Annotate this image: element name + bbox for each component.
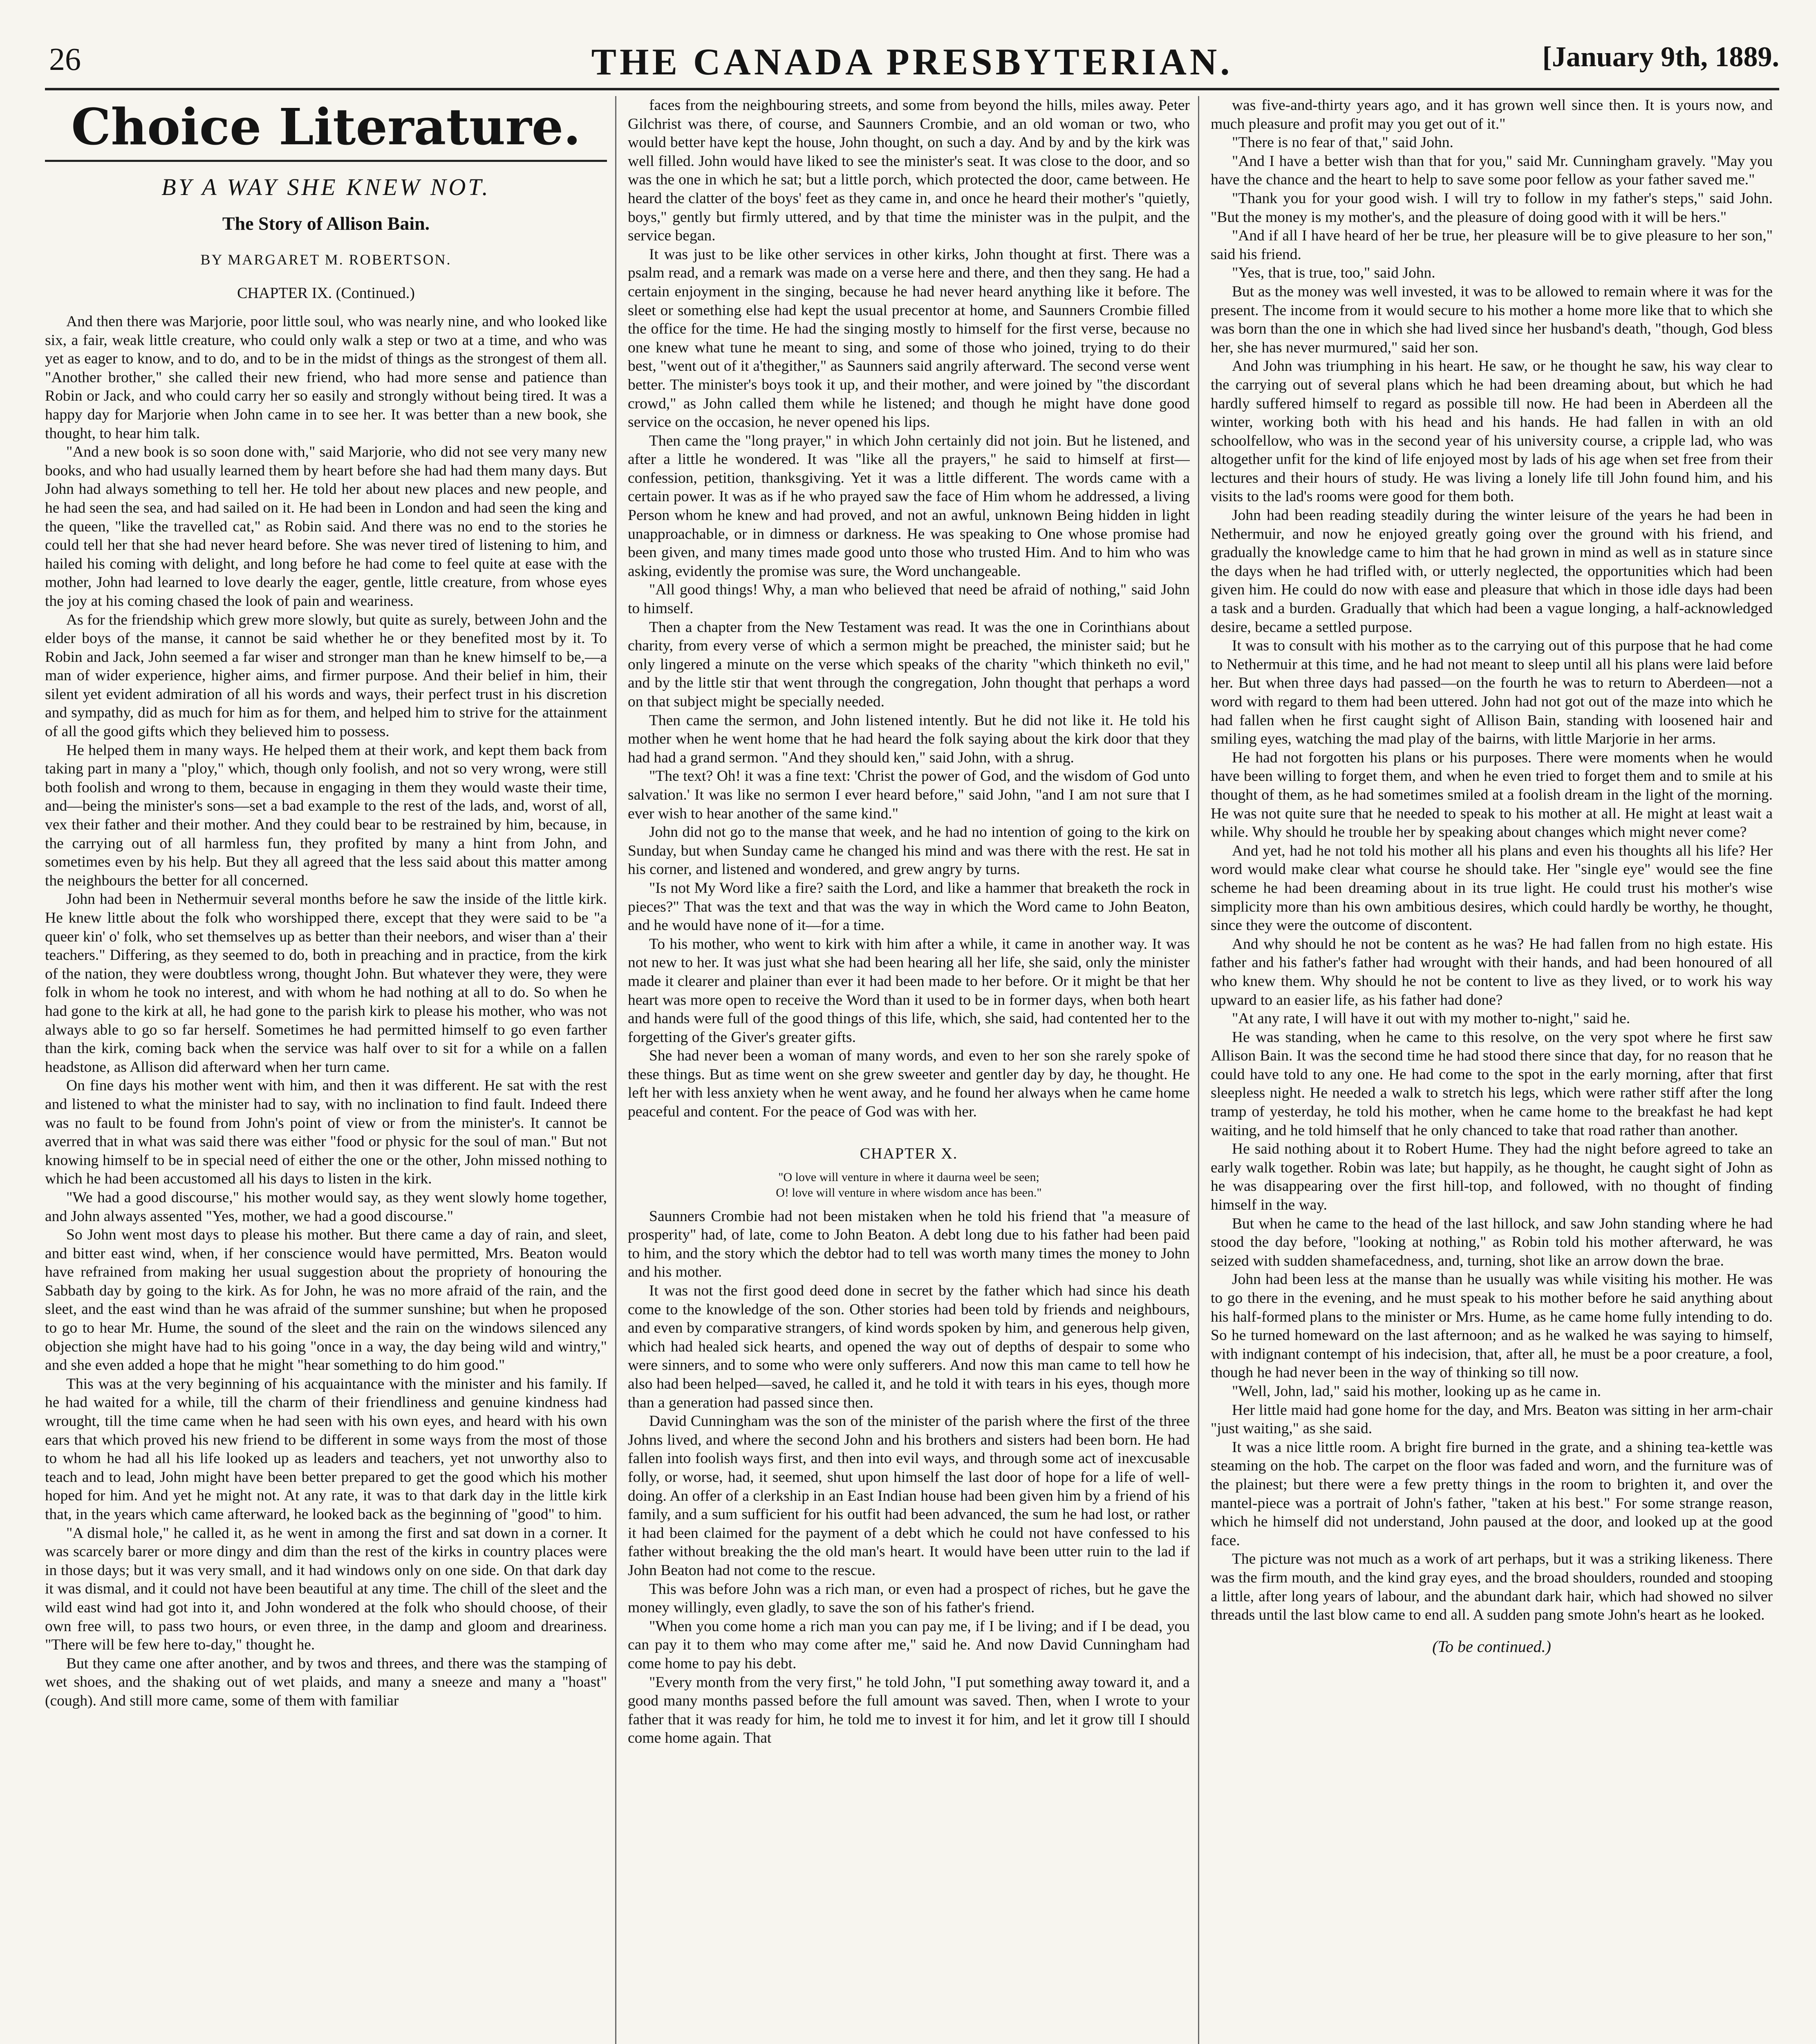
paragraph: She had never been a woman of many words, and even to her son she rarely spoke of these things. But as time went on she grew sweeter and gentler day by day, he thought. He left her with less anxiety when he went away, and he found her always when he came home peaceful and content. For the peace of God was with her.	[628, 1047, 1190, 1121]
page-header	[45, 37, 1779, 90]
column-3-body	[1211, 96, 1773, 1625]
paragraph: Then came the "long prayer," in which John certainly did not join. But he listened, and after a little he wondered. It was "like all the prayers," he said to himself at first—confession, petition, thanksgiving. Yet it was a little different. The words came with a certain power. It was as if he who prayed saw the face of Him whom he addressed, a living Person whom he knew and had proved, and not an awful, unknown Being hidden in light unapproachable, or in dimness or darkness. He was speaking to One whose promise had been given, and many times made good unto those who trusted Him. And to him who was asking, evidently the promise was sure, the Word unchangeable.	[628, 432, 1190, 580]
paragraph: was five-and-thirty years ago, and it has grown well since then. It is yours now, and much pleasure and profit may you get out of it."	[1211, 97, 1773, 132]
chapter-x-heading: CHAPTER X.	[860, 1145, 958, 1162]
paragraph: And John was triumphing in his heart. He saw, or he thought he saw, his way clear to the carrying out of several plans which he had been dreaming about, but which he had hardly suffered himself to regard as possible till now. He had been in Aberdeen all the winter, working both with his head and his hands. He had fallen in with an old schoolfellow, who was in the second year of his university course, a cripple lad, who was altogether unfit for the kind of life enjoyed most by lads of his age when set free from their lectures and their hours of study. He was living a lonely life till John found him, and his visits to the lad's rooms were good for them both.	[1211, 358, 1773, 505]
column-1-body	[45, 312, 607, 1710]
paragraph: "And I have a better wish than that for you," said Mr. Cunningham gravely. "May you have the chance and the heart to help to save some poor fellow as your father saved me."	[1211, 152, 1773, 188]
column-divider	[615, 96, 616, 2044]
paragraph: It was to consult with his mother as to the carrying out of this purpose that he had come to Nethermuir at this time, and he had not meant to sleep until all his plans were laid before her. But when three days had passed—on the fourth he was to return to Aberdeen—not a word with regard to them had been uttered. John had not got out of the maze into which he had fallen when he first caught sight of Allison Bain, standing with loosened hair and smiling eyes, watching the mad play of the bairns, with little Marjorie in her arms.	[1211, 637, 1773, 748]
column-2-chapter-x-body	[628, 1207, 1190, 1748]
paragraph: He had not forgotten his plans or his purposes. There were moments when he would have been willing to forget them, and when he even tried to forget them and to smile at his thought of them, as he had sometimes smiled at a foolish dream in the light of the morning. He was not quite sure that he needed to speak to his mother at all. He might at least wait a while. Why should he trouble her by speaking about changes which might never come?	[1211, 749, 1773, 841]
chapter-heading: CHAPTER IX. (Continued.)	[237, 285, 415, 302]
paragraph: It was just to be like other services in other kirks, John thought at first. There was a psalm read, and a remark was made on a verse here and there, and then they sang. He had a certain enjoyment in the singing, because he had never heard anything like it before. The sleet or something else had kept the usual precentor at home, and Saunners Crombie filled the office for the time. He had the singing mostly to himself for the first verse, because no one knew what tune he meant to sing, and some of those who joined, trying to do their best, "went out of it a'thegither," as Saunners said angrily afterward. The second verse went better. The minister's boys took it up, and their mother, and were joined by "the discordant crowd," as John called them while he listened; and though he might have done good service on the occasion, he never opened his lips.	[628, 246, 1190, 431]
paragraph: On fine days his mother went with him, and then it was different. He sat with the rest and listened to what the minister had to say, with no inclination to find fault. Indeed there was no fault to be found from John's point of view or from the minister's. It cannot be averred that in what was said there was either "food or physic for the soul of man." But not knowing himself to be in special need of either the one or the other, John missed nothing to which he had been accustomed all his days to listen in the kirk.	[45, 1077, 607, 1188]
paragraph: "And a new book is so soon done with," said Marjorie, who did not see very many new books, and who had usually learned them by heart before she had had them many days. But John had always something to tell her. He told her about new places and new people, and he had seen the sea, and had sailed on it. He had been in London and had seen the king and the queen, "like the travelled cat," as Robin said. And there was no end to the stories he could tell her that she had never heard before. She was never tired of listening to him, and hailed his coming with delight, and long before he had come to feel quite at ease with the mother, John had learned to love dearly the eager, gentle, little creature, from whose eyes the joy at his coming chased the look of pain and weariness.	[45, 444, 607, 610]
paragraph: "A dismal hole," he called it, as he went in among the first and sat down in a corner. It was scarcely barer or more dingy and dim than the rest of the kirks in country places were in those days; but it was very small, and it had windows only on one side. On that dark day it was dismal, and it could not have been beautiful at any time. The chill of the sleet and the wild east wind had got into it, and John wondered at the folk who should choose, of their own free will, to pass two hours, or even three, in the damp and gloom and dreariness. "There will be few here to-day," thought he.	[45, 1524, 607, 1654]
paragraph: Her little maid had gone home for the day, and Mrs. Beaton was sitting in her arm-chair "just waiting," as she said.	[1211, 1401, 1773, 1437]
paragraph: John had been reading steadily during the winter leisure of the years he had been in Nethermuir, and now he enjoyed greatly going over the ground with his friend, and gradually the knowledge came to him that he had grown in mind as well as in stature since the days when he had trifled with, or utterly neglected, the opportunities which had been given him. He could do now with ease and pleasure that which in those idle days had been a task and a burden. Gradually that which had been a vague longing, a half-acknowledged desire, became a settled purpose.	[1211, 507, 1773, 636]
paragraph: As for the friendship which grew more slowly, but quite as surely, between John and the elder boys of the manse, it cannot be said whether he or they benefited most by it. To Robin and Jack, John seemed a far wiser and stronger man than he knew himself to be,—a man of wider experience, higher aims, and firmer purpose. And their belief in him, their silent yet evident admiration of all his words and ways, their perfect trust in his discretion and sympathy, did as much for him as for them, and helped him to strive for the attainment of all the good gifts which they believed him to possess.	[45, 611, 607, 740]
paragraph: "When you come home a rich man you can pay me, if I be living; and if I be dead, you can pay it to them who may come after me," said he. And now David Cunningham had come home to pay his debt.	[628, 1618, 1190, 1672]
paragraph: He said nothing about it to Robert Hume. They had the night before agreed to take an early walk together. Robin was late; but happily, as he thought, he caught sight of John as he was disappearing over the first hill-top, and followed, with no thought of finding himself in the way.	[1211, 1141, 1773, 1214]
paragraph: John had been in Nethermuir several months before he saw the inside of the little kirk. He knew little about the folk who worshipped there, except that they were said to be "a queer kin' o' folk, who set themselves up as better than their neebors, and wiser than a' their teachers." Differing, as they seemed to do, both in preaching and in practice, from the kirk of the nation, they were doubtless wrong, thought John. But whatever they were, they were folk in whom he took no interest, and with whom he had nothing at all to do. So when he had gone to the kirk at all, he had gone to the parish kirk to please his mother, who was not always able to go so far herself. Sometimes he had permitted himself to go even farther than the kirk, coming back when the service was half over to sit for a while on a fallen headstone, as Allison did afterward when her turn came.	[45, 891, 607, 1076]
paragraph: He was standing, when he came to this resolve, on the very spot where he first saw Allison Bain. It was the second time he had stood there since that day, for no reason that he could have told to any one. He had come to the spot in the early morning, after that first sleepless night. He needed a walk to stretch his legs, which were rather stiff after the long tramp of yesterday, he told his mother, when he came home to the breakfast he had kept waiting, and he told himself that he only chanced to take that road rather than another.	[1211, 1029, 1773, 1139]
paragraph: "Yes, that is true, too," said John.	[1232, 264, 1435, 282]
paragraph: "And if all I have heard of her be true, her pleasure will be to give pleasure to her son," said his friend.	[1211, 227, 1773, 263]
paragraph: The picture was not much as a work of art perhaps, but it was a striking likeness. There was the firm mouth, and the kind gray eyes, and the broad shoulders, rounded and stooping a little, after long years of labour, and the abundant dark hair, which had showed no silver threads until the last blow came to end all. A sudden pang smote John's heart as he looked.	[1211, 1551, 1773, 1624]
paragraph: "The text? Oh! it was a fine text: 'Christ the power of God, and the wisdom of God unto salvation.' It was like no sermon I ever heard before," said John, "and I am not sure that I ever wish to hear another of the same kind."	[628, 768, 1190, 822]
paragraph: "Is not My Word like a fire? saith the Lord, and like a hammer that breaketh the rock in pieces?" That was the text and that was the way in which the Word came to John Beaton, and he would have none of it—for a time.	[628, 879, 1190, 934]
paragraph: faces from the neighbouring streets, and some from beyond the hills, miles away. Peter Gilchrist was there, of course, and Saunners Crombie, and an old woman or two, who would better have kept the house, John thought, on such a day. And by and by the kirk was well filled. John would have liked to see the minister's seat. It was close to the door, and so was the one in which he sat; but a little porch, which protected the door, came between. He heard the clatter of the boys' feet as they came in, and once he heard their mother's "quietly, boys," gently but firmly uttered, and by that time the minister was in the pulpit, and the service began.	[628, 97, 1190, 244]
paragraph: And why should he not be content as he was? He had fallen from no high estate. His father and his father's father had wrought with their hands, and had been honoured of all who knew them. Why should he not be content to live as they lived, or to work his way upward to an easier life, as his father had done?	[1211, 935, 1773, 1009]
paragraph: But as the money was well invested, it was to be allowed to remain where it was for the present. The income from it would secure to his mother a home more like that to which she was born than the one in which she had lived since her husband's death, "though, God bless her, she has never murmured," said her son.	[1211, 283, 1773, 356]
column-divider	[1198, 96, 1199, 2044]
paragraph: "We had a good discourse," his mother would say, as they went slowly home together, and John always assented "Yes, mother, we had a good discourse."	[45, 1189, 607, 1225]
story-subtitle: The Story of Allison Bain.	[222, 213, 430, 234]
paragraph: He helped them in many ways. He helped them at their work, and kept them back from taking part in many a "ploy," which, though only foolish, and not so very wrong, were still both foolish and wrong to them, because in engaging in them they would waste their time, and—being the minister's sons—set a bad example to the rest of the lads, and, worst of all, vex their father and their mother. And they could bear to be restrained by him, because, in the carrying out of all harmless fun, they profited by many a hint from John, and sometimes even by his help. But they all agreed that the less said about this matter among the neighbours the better for all concerned.	[45, 742, 607, 889]
byline: BY MARGARET M. ROBERTSON.	[200, 251, 452, 268]
epigraph-line: O! love will venture in where wisdom ance has been."	[776, 1186, 1042, 1199]
issue-date: [January 9th, 1889.	[1542, 41, 1779, 73]
paragraph: "Every month from the very first," he told John, "I put something away toward it, and a good many months passed before the full amount was saved. Then, when I wrote to your father that it was ready for him, he told me to invest it for him, and let it grow till I should come home again. That	[628, 1674, 1190, 1747]
paragraph: This was before John was a rich man, or even had a prospect of riches, but he gave the money willingly, even gladly, to save the son of his father's friend.	[628, 1580, 1190, 1616]
section-title: Choice Literature.	[71, 97, 581, 156]
epigraph-line: "O love will venture in where it daurna weel be seen;	[778, 1170, 1039, 1184]
paragraph: John did not go to the manse that week, and he had no intention of going to the kirk on Sunday, but when Sunday came he changed his mind and was there with the rest. He sat in his corner, and listened and wondered, and grew angry by turns.	[628, 824, 1190, 878]
paragraph: "Thank you for your good wish. I will try to follow in my father's steps," said John. "But the money is my mother's, and the pleasure of doing good with it will be hers."	[1211, 190, 1773, 226]
paragraph: To his mother, who went to kirk with him after a while, it came in another way. It was not new to her. It was just what she had been hearing all her life, she said, only the minister made it clearer and plainer than ever it had been made to her before. Or it might be that her heart was more open to receive the Word than it used to be in former days, when both heart and hands were full of the good things of this life, which, she said, had contented her to the forgetting of the Giver's greater gifts.	[628, 935, 1190, 1046]
paragraph: So John went most days to please his mother. But there came a day of rain, and sleet, and bitter east wind, when, if her conscience would have permitted, Mrs. Beaton would have refrained from making her usual suggestion about the propriety of honouring the Sabbath day by going to the kirk. As for John, he was no more afraid of the rain, and the sleet, and the east wind than he was afraid of the summer sunshine; but when he proposed to go to hear Mr. Hume, the sound of the sleet and the rain on the windows silenced any objection she might have had to his going "once in a way, the day being wild and wintry," and she even added a hope that he might "hear something to do him good."	[45, 1226, 607, 1374]
page-number: 26	[49, 41, 81, 77]
paragraph: "Well, John, lad," said his mother, looking up as he came in.	[1232, 1383, 1601, 1400]
paragraph: David Cunningham was the son of the minister of the parish where the first of the three Johns lived, and where the second John and his brothers and sisters had been born. He had fallen into foolish ways first, and then into evil ways, and through some act of inexcusable folly, or worse, had, it seemed, shut upon himself the last door of hope for a life of well-doing. An offer of a clerkship in an East Indian house had been given him by a friend of his family, and a sum sufficient for his outfit had been advanced, the sum he had lost, or rather it had been claimed for the payment of a debt which he could not have confessed to his father without breaking the the old man's heart. It would have been utter ruin to the lad if John Beaton had not come to the rescue.	[628, 1413, 1190, 1579]
paragraph: But they came one after another, and by twos and threes, and there was the stamping of wet shoes, and the shaking out of wet plaids, and many a sneeze and many a "hoast" (cough). And still more came, some of them with familiar	[45, 1655, 607, 1709]
header-rule	[45, 88, 1779, 90]
paragraph: And yet, had he not told his mother all his plans and even his thoughts all his life? Her word would make clear what course he should take. Her "single eye" would see the fine scheme he had been dreaming about in its true light. He could trust his mother's wise simplicity more than his own ambitious desires, which could hardly be worthy, he thought, since they were the outcome of discontent.	[1211, 842, 1773, 934]
paragraph: And then there was Marjorie, poor little soul, who was nearly nine, and who looked like six, a fair, weak little creature, who could only walk a step or two at a time, and who was yet as eager to know, and to do, and to be in the midst of things as the strongest of them all. "Another brother," she called their new friend, who had more sense and patience than Robin or Jack, and who could carry her so easily and strongly without being tired. It was a happy day for Marjorie when John came in to see her. It was better than a new book, she thought, to hear him talk.	[45, 313, 607, 442]
paragraph: "At any rate, I will have it out with my mother to-night," said he.	[1232, 1010, 1630, 1027]
paragraph: Then came the sermon, and John listened intently. But he did not like it. He told his mother when he went home that he had heard the folk saying about the kirk door that they had had a grand sermon. "And they should ken," said John, with a shrug.	[628, 712, 1190, 766]
epigraph	[628, 1170, 1190, 1201]
to-be-continued: (To be continued.)	[1432, 1637, 1551, 1656]
column-2	[628, 96, 1190, 2044]
paragraph: "All good things! Why, a man who believed that need be afraid of nothing," said John to himself.	[628, 581, 1190, 617]
column-3	[1211, 96, 1773, 2044]
column-1	[45, 96, 607, 2044]
paragraph: Saunners Crombie had not been mistaken when he told his friend that "a measure of prosperity" had, of late, come to John Beaton. A debt long due to his father had been paid to him, and the story which the debtor had to tell was worth many times the money to John and his mother.	[628, 1208, 1190, 1281]
paragraph: Then a chapter from the New Testament was read. It was the one in Corinthians about charity, from every verse of which a sermon might be preached, the minister said; but he only lingered a minute on the verse which speaks of the charity "which thinketh no evil," and by the little stir that went through the congregation, John thought that perhaps a word on that subject might be specially needed.	[628, 619, 1190, 710]
section-rule	[45, 160, 607, 162]
paragraph: It was not the first good deed done in secret by the father which had since his death come to the knowledge of the son. Other stories had been told by friends and neighbours, and even by comparative strangers, of kind words spoken by him, and generous help given, which had healed sick hearts, and opened the way out of depths of despair to some who were sinners, and to some who were only sufferers. And now this man came to tell how he also had been helped—saved, he called it, and he told it with tears in his eyes, though more than a generation had passed since then.	[628, 1282, 1190, 1411]
paragraph: "There is no fear of that," said John.	[1232, 134, 1453, 151]
paragraph: But when he came to the head of the last hillock, and saw John standing where he had stood the day before, "looking at nothing," as Robin told his mother afterward, he was seized with sudden shamefacedness, and, turning, shot like an arrow down the brae.	[1211, 1215, 1773, 1269]
paragraph: It was a nice little room. A bright fire burned in the grate, and a shining tea-kettle was steaming on the hob. The carpet on the floor was faded and worn, and the furniture was of the plainest; but there were a few pretty things in the room to brighten it, and over the mantel-piece was a portrait of John's father, "taken at his best." For some strange reason, which he himself did not understand, John paused at the door, and looked up at the good face.	[1211, 1439, 1773, 1549]
column-2-body	[628, 96, 1190, 1121]
story-title: BY A WAY SHE KNEW NOT.	[161, 174, 490, 200]
journal-title: THE CANADA PRESBYTERIAN.	[591, 41, 1233, 83]
paragraph: This was at the very beginning of his acquaintance with the minister and his family. If he had waited for a while, till the charm of their friendliness and genuine kindness had wrought, till the time came when he had seen with his own eyes, and heard with his own ears that which proved his new friend to be different in some ways from the most of those to whom he had all his life looked up as leaders and teachers, yet not unworthy also to teach and to lead, John might have been better prepared to get the good which his mother hoped for him. And yet he might not. At any rate, it was to that dark day in the little kirk that, in the years which came afterward, he looked back as the beginning of "good" to him.	[45, 1375, 607, 1523]
paragraph: John had been less at the manse than he usually was while visiting his mother. He was to go there in the evening, and he must speak to his mother before he said anything about his half-formed plans to the minister or Mrs. Hume, as he came home fully intending to do. So he turned homeward on the last afternoon; and as he walked he was saying to himself, with indignant contempt of his indecision, that, after all, he must be a poor creature, a fool, though he had never been in the way of thinking so till now.	[1211, 1271, 1773, 1381]
